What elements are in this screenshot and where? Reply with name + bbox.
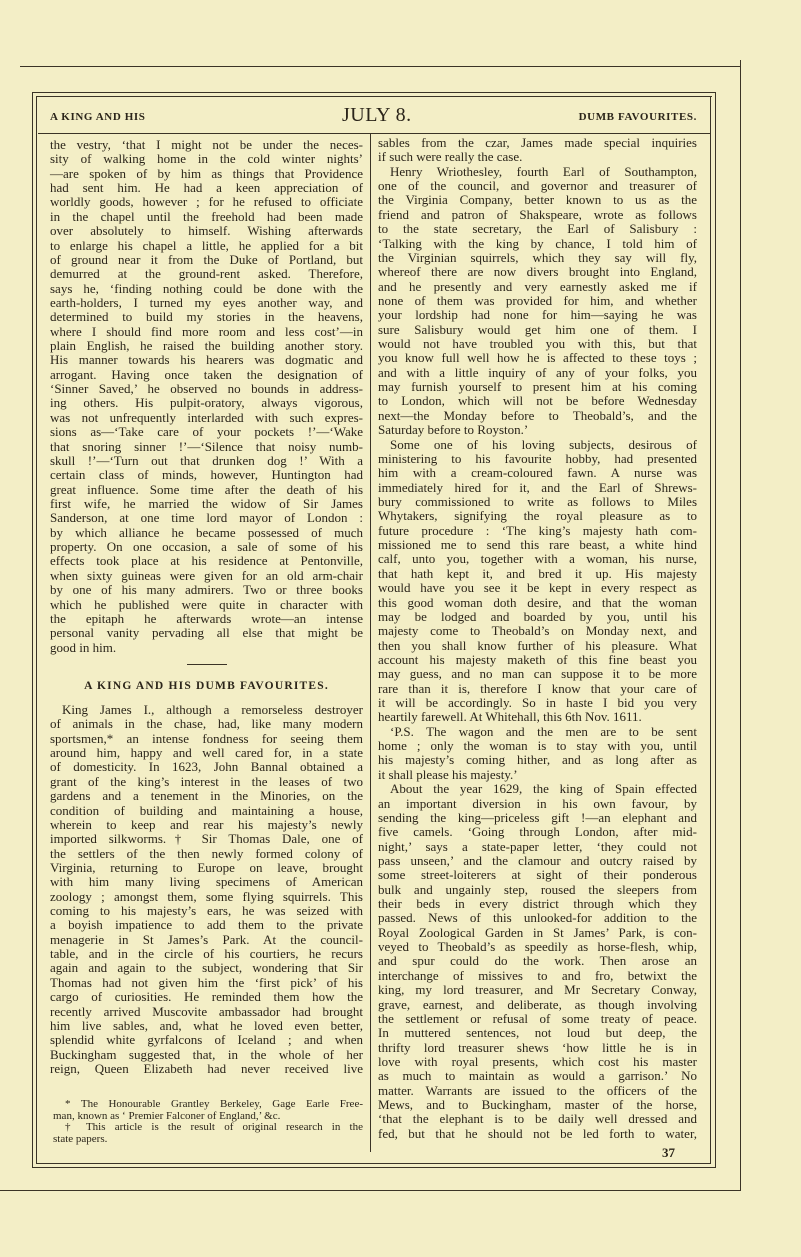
- text-line: says he, ‘finding nothing could be done with the: [50, 280, 363, 296]
- text-line: Virginia, returning to Europe on leave, brought: [50, 859, 363, 875]
- text-line: grave, earnest, and deliberate, as though involving: [378, 996, 697, 1012]
- frame-top-outer: [32, 92, 716, 93]
- text-line: bulk and ungainly step, roused the sleepers from: [378, 881, 697, 897]
- text-line: may furnish yourself to present him at his coming: [378, 379, 697, 395]
- text-line: of domesticity. In 1623, John Bannal obtained a: [50, 759, 363, 775]
- text-line: splendid white gyrfalcons of Iceland ; and when: [50, 1032, 363, 1048]
- outer-bottom-rule: [0, 1190, 741, 1191]
- text-line: would have you see it be kept in every respect as: [378, 580, 697, 596]
- text-line: Royal Zoological Garden in St James’ Park, is con-: [378, 924, 697, 940]
- text-line: coming to his majesty’s ears, he was seized with: [50, 903, 363, 919]
- text-line: King James I., although a remorseless destroyer: [62, 702, 363, 717]
- text-line: effects took place at his residence at Pentonville,: [50, 553, 363, 569]
- text-line: veyed to Theobald’s as speedily as horse-flesh, whip,: [378, 939, 697, 955]
- text-line: then you shall know further of his pleasure. What: [378, 637, 697, 653]
- running-title-right: DUMB FAVOURITES.: [578, 111, 697, 123]
- text-line: over absolutely to himself. Wishing afterwards: [50, 223, 363, 239]
- text-line: his majesty’s coming hither, and as long after as: [378, 752, 697, 768]
- text-line: around him, happy and well cared for, in a state: [50, 745, 363, 761]
- text-line: thrifty lord treasurer shews ‘how little he is in: [378, 1039, 697, 1055]
- text-line: gardens and a tenement in the Minories, on the: [50, 788, 363, 804]
- text-line: account his majesty maketh of this fine beast you: [378, 651, 697, 667]
- text-line: first wife, he married the widow of Sir James: [50, 495, 363, 511]
- text-line: table, and in the circle of his courtiers, he recurs: [50, 946, 363, 962]
- text-line: zoology ; amongst them, some flying squirrels. This: [50, 888, 363, 904]
- text-line: immediately hired for it, and the Earl of Shrews-: [378, 479, 697, 495]
- text-line: this good woman doth desire, and that the woman: [378, 594, 697, 610]
- text-line: personal vanity pervading all else that might be: [50, 625, 363, 641]
- text-line: where I should find more room and less cost’—in: [50, 323, 363, 339]
- text-line: which he published were quite in character with: [50, 596, 363, 612]
- text-line: heartily farewell. At Whitehall, this 6th Nov. 1611.: [378, 709, 642, 725]
- text-line: skull !’—‘Turn out that drunken dog !’ With a: [50, 452, 363, 468]
- text-line: Thomas had not given him the ‘first pick’ of his: [50, 974, 363, 990]
- text-line: sportsmen,* an intense fondness for seeing them: [50, 730, 363, 746]
- text-line: reign, Queen Elizabeth had never received live: [50, 1060, 363, 1076]
- text-line: ‘Sinner Saved,’ he observed no bounds in address-: [50, 381, 363, 397]
- text-line: to enlarge his chapel a little, he applied for a bit: [50, 237, 363, 253]
- text-line: grant of the king’s interest in the leases of two: [50, 773, 363, 789]
- text-line: by which alliance he became possessed of much: [50, 524, 363, 540]
- text-line: the vestry, ‘that I might not be under the neces-: [50, 137, 363, 152]
- text-line: night,’ says a state-paper letter, ‘they could not: [378, 838, 697, 854]
- text-line: rare than it is, therefore I know that your care of: [378, 680, 697, 696]
- text-line: by one of his many admirers. Two or three books: [50, 582, 363, 598]
- top-rule: [20, 66, 740, 67]
- text-line: arrogant. Having once taken the designation of: [50, 366, 363, 382]
- text-line: majesty come to Theobald’s on Monday next, and: [378, 623, 697, 639]
- text-line: may guess, and no man can suppose it to be more: [378, 666, 697, 682]
- text-line: great influence. Some time after the death of his: [50, 481, 363, 497]
- text-line: menagerie in St James’s Park. At the council-: [50, 931, 363, 947]
- text-line: property. On one occasion, a sale of some of his: [50, 539, 363, 555]
- text-line: whereof there are now divers brought into England,: [378, 264, 697, 280]
- text-line: you know full well how he is affected to these toys ;: [378, 350, 697, 366]
- text-line: that hath kept it, and bred it up. His majesty: [378, 565, 697, 581]
- text-line: demurred at the ground-rent asked. Therefore,: [50, 266, 363, 282]
- text-line: and spur could do the work. Then arose an: [378, 953, 697, 969]
- text-line: the settlers of the then newly formed colony of: [50, 845, 363, 861]
- text-line: with him many living specimens of American: [50, 874, 363, 890]
- text-line: five camels. ‘Going through London, after mid-: [378, 824, 697, 840]
- text-line: when sixty guineas were given for an old arm-chair: [50, 567, 363, 583]
- left-column-continuation: [50, 138, 363, 655]
- text-line: ing others. His pulpit-oratory, always vigorous,: [50, 395, 363, 411]
- text-line: man, known as ‘ Premier Falconer of England,’ &c.: [53, 1109, 281, 1122]
- frame-left-inner: [36, 96, 37, 1164]
- text-line: Mews, and to Buckingham, master of the horse,: [378, 1097, 697, 1113]
- running-title-left: A KING AND HIS: [50, 111, 146, 123]
- text-line: sions as—‘Take care of your pockets !’—‘Wake: [50, 424, 363, 440]
- text-line: recently arrived Muscovite ambassador had brought: [50, 1003, 363, 1019]
- text-line: king, my lord treasurer, and Mr Secretary Conway,: [378, 982, 697, 998]
- article-title: A KING AND HIS DUMB FAVOURITES.: [84, 680, 329, 692]
- text-line: that snoring sinner !’—‘Silence that noisy numb-: [50, 438, 363, 454]
- text-line: sables from the czar, James made special inquiries: [378, 135, 697, 150]
- text-line: if such were really the case.: [378, 149, 523, 165]
- text-line: sending the king—priceless gift !—an elephant and: [378, 809, 697, 825]
- text-line: sure Salisbury would get him one of them. I: [378, 321, 697, 337]
- text-line: may be lodged and boarded by you, until his: [378, 608, 697, 624]
- text-line: determined to build my stories in the heavens,: [50, 309, 363, 325]
- text-line: † This article is the result of original research in the: [65, 1121, 363, 1134]
- text-line: next—the Monday before to Theobald’s, and the: [378, 407, 697, 423]
- column-divider: [370, 134, 371, 1152]
- text-line: ‘P.S. The wagon and the men are to be sent: [390, 723, 697, 739]
- text-line: again and again to the subject, wondering that Sir: [50, 960, 363, 976]
- article-body-right: [378, 136, 697, 1141]
- frame-right-inner: [710, 96, 711, 1164]
- text-line: it shall please his majesty.’: [378, 766, 518, 782]
- text-line: imported silkworms.† Sir Thomas Dale, one of: [50, 831, 363, 847]
- frame-bottom-outer: [32, 1167, 716, 1168]
- text-line: the epitaph he afterwards wrote—an intense: [50, 610, 363, 626]
- text-line: home ; only the woman is to stay with you, until: [378, 738, 697, 754]
- text-line: missioned me to send this rare beast, a white hind: [378, 537, 697, 553]
- text-line: ministering to his favourite hobby, had presented: [378, 450, 697, 466]
- frame-top-inner: [36, 96, 712, 97]
- frame-right-outer: [715, 92, 716, 1168]
- text-line: calf, unto you, together with a woman, his nurse,: [378, 551, 697, 567]
- text-line: Some one of his loving subjects, desirous of: [390, 436, 697, 452]
- text-line: interchange of missives to and fro, betwixt the: [378, 967, 697, 983]
- text-line: none of them was provided for him, and whether: [378, 292, 697, 308]
- text-line: friend and patron of Shakspeare, wrote as follows: [378, 206, 697, 222]
- text-line: wherein to keep and rear his majesty’s newly: [50, 816, 363, 832]
- text-line: him live sables, and, what he loved even better,: [50, 1017, 363, 1033]
- outer-right-rule: [740, 60, 741, 1191]
- text-line: About the year 1629, the king of Spain effected: [390, 781, 697, 797]
- text-line: some street-loiterers at sight of their ponderous: [378, 867, 697, 883]
- frame-left-outer: [32, 92, 33, 1168]
- header-rule: [38, 133, 710, 134]
- text-line: state papers.: [53, 1133, 108, 1146]
- text-line: passed. News of this unlooked-for addition to the: [378, 910, 697, 926]
- text-line: In muttered sentences, not loud but deep, the: [378, 1025, 697, 1041]
- frame-bottom-inner: [36, 1163, 711, 1164]
- text-line: of animals in the chase, had, like many modern: [50, 716, 363, 732]
- text-line: the Virginia Company, better known to us as the: [378, 192, 697, 208]
- text-line: the Virginian squirrels, which they say will fly,: [378, 249, 697, 265]
- text-line: and he presently and very earnestly asked me if: [378, 278, 697, 294]
- footnotes: [53, 1099, 363, 1146]
- text-line: the settlement or refusal of some treaty of peace.: [378, 1010, 697, 1026]
- text-line: an important diversion in his own favour, by: [378, 795, 697, 811]
- text-line: * The Honourable Grantley Berkeley, Gage Earle Free-: [65, 1098, 363, 1110]
- text-line: cargo of curiosities. He reminded them how the: [50, 989, 363, 1005]
- text-line: was not unfrequently interlarded with such expres-: [50, 409, 363, 425]
- text-line: sity of walking home in the cold winter nights’: [50, 151, 363, 167]
- text-line: matter. Warrants are issued to the officers of the: [378, 1082, 697, 1098]
- text-line: condition of building and maintaining a house,: [50, 802, 363, 818]
- article-body-left: [50, 703, 363, 1076]
- text-line: your lordship had none for him—saying he was: [378, 307, 697, 323]
- text-line: Whytakers, signifying the royal pleasure as to: [378, 508, 697, 524]
- text-line: and with a little inquiry of any of your folks, you: [378, 364, 697, 380]
- text-line: Sanderson, at one time lord mayor of London :: [50, 510, 363, 526]
- text-line: ‘Talking with the king by chance, I told him of: [378, 235, 697, 251]
- text-line: ‘that the elephant is to be daily well dressed and: [378, 1111, 697, 1127]
- text-line: in the chapel until the freehold had been made: [50, 208, 363, 224]
- section-separator: [187, 664, 227, 665]
- text-line: as much to maintain as would a garrison.’ No: [378, 1068, 697, 1084]
- text-line: to the state secretary, the Earl of Salisbury :: [378, 221, 697, 237]
- text-line: Henry Wriothesley, fourth Earl of Southampton,: [390, 163, 697, 179]
- issue-date: JULY 8.: [342, 104, 412, 126]
- text-line: had sent him. He had a keen appreciation of: [50, 180, 363, 196]
- text-line: would not have troubled you with this, but that: [378, 336, 697, 352]
- text-line: a boyish impatience to add them to the private: [50, 917, 363, 933]
- text-line: worldly goods, however ; for he refused to officiate: [50, 194, 363, 210]
- text-line: Buckingham suggested that, in the whole of her: [50, 1046, 363, 1062]
- text-line: pass unseen,’ and the clamour and outcry raised by: [378, 852, 697, 868]
- text-line: future procedure : ‘The king’s majesty hath com-: [378, 522, 697, 538]
- text-line: to London, which will not be before Wednesday: [378, 393, 697, 409]
- page-number: 37: [662, 1145, 675, 1160]
- text-line: of ground near it from the Duke of Portland, but: [50, 251, 363, 267]
- text-line: their beds in every district through which they: [378, 896, 697, 912]
- text-line: good in him.: [50, 639, 117, 655]
- text-line: certain class of minds, however, Huntington had: [50, 467, 363, 483]
- text-line: His manner towards his hearers was dogmatic and: [50, 352, 363, 368]
- text-line: him with a cream-coloured fawn. A nurse was: [378, 465, 697, 481]
- text-line: one of the council, and governor and treasurer of: [378, 178, 697, 194]
- text-line: earth-holders, I turned my eyes another way, and: [50, 294, 363, 310]
- text-line: fed, but that he should not be led forth to water,: [378, 1125, 697, 1141]
- text-line: plain English, he raised the building another story.: [50, 338, 363, 354]
- text-line: it will be accordingly. So in haste I bid you very: [378, 695, 697, 711]
- text-line: Saturday before to Royston.’: [378, 422, 529, 438]
- text-line: love with royal presents, which cost his master: [378, 1054, 697, 1069]
- text-line: —are spoken of by him as things that Providence: [50, 165, 363, 181]
- text-line: bury commissioned to write as follows to Miles: [378, 493, 697, 509]
